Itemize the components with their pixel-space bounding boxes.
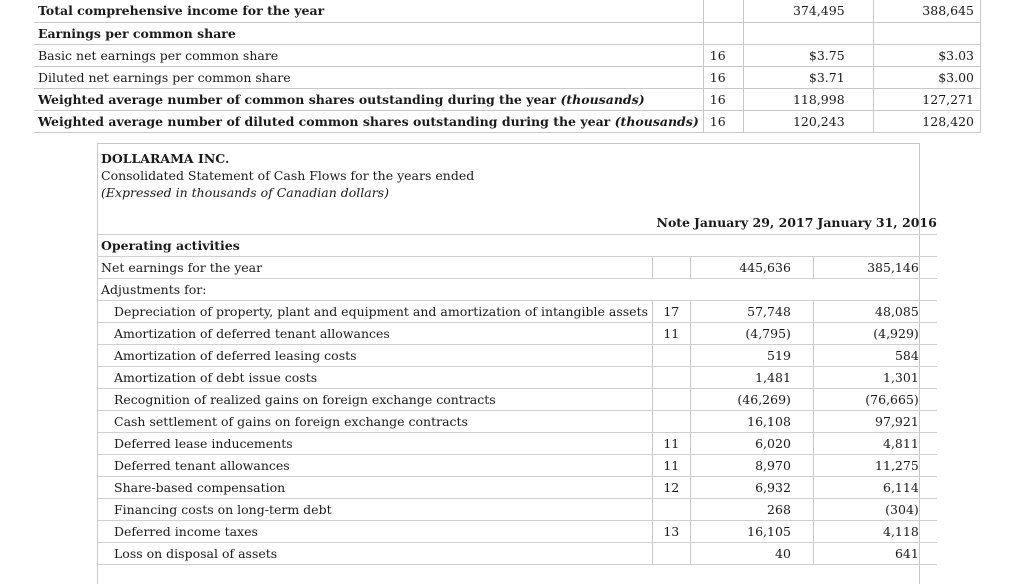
cash-flow-2017: 40 xyxy=(690,543,813,565)
cash-flow-note xyxy=(653,345,691,367)
income-row-label xyxy=(34,110,703,132)
cash-flow-2017: 6,932 xyxy=(690,477,813,499)
cash-flow-2017: 445,636 xyxy=(690,257,813,279)
cash-flow-note xyxy=(653,411,691,433)
cash-flow-header-row xyxy=(97,210,937,235)
cash-flow-2017 xyxy=(690,235,813,257)
header-col2: January 31, 2016 xyxy=(813,210,936,235)
income-row-label xyxy=(34,44,703,66)
cash-flow-2017: 8,970 xyxy=(690,455,813,477)
income-row-note: 16 xyxy=(703,66,744,88)
cash-flow-row xyxy=(97,477,937,499)
cash-flow-row xyxy=(97,389,937,411)
cash-flow-note: 11 xyxy=(653,323,691,345)
cash-flow-2016: 11,275 xyxy=(813,455,936,477)
cash-flow-note xyxy=(653,543,691,565)
cash-flow-row xyxy=(97,433,937,455)
cash-flow-row xyxy=(97,345,937,367)
cash-flow-note xyxy=(653,499,691,521)
cash-flow-label: Financing costs on long-term debt xyxy=(97,499,653,521)
statement-title: Consolidated Statement of Cash Flows for the years ended xyxy=(101,168,475,183)
cash-flow-row xyxy=(97,521,937,543)
cash-flow-2016: 4,118 xyxy=(813,521,936,543)
income-row xyxy=(34,0,981,22)
cash-flow-2017: 268 xyxy=(690,499,813,521)
cash-flow-label: Net earnings for the year xyxy=(97,257,653,279)
cash-flow-2016: 48,085 xyxy=(813,301,936,323)
income-row-label xyxy=(34,0,703,22)
cash-flow-2016 xyxy=(813,279,936,301)
cash-flow-label: Share-based compensation xyxy=(97,477,653,499)
income-row-2016: $3.00 xyxy=(873,66,980,88)
cash-flow-label: Operating activities xyxy=(97,235,653,257)
income-label-suffix: (thousands) xyxy=(614,113,699,129)
cash-flow-2016 xyxy=(813,235,936,257)
cash-flow-2017: (4,795) xyxy=(690,323,813,345)
income-row-2016: 128,420 xyxy=(873,110,980,132)
income-row-2017 xyxy=(744,22,873,44)
income-label-text: Earnings per common share xyxy=(38,25,236,41)
income-row-2017: $3.71 xyxy=(744,66,873,88)
cash-flow-2016: (304) xyxy=(813,499,936,521)
income-summary-table xyxy=(34,0,981,133)
cash-flow-2016: 584 xyxy=(813,345,936,367)
cash-flow-note: 17 xyxy=(653,301,691,323)
cash-flow-2017: 16,108 xyxy=(690,411,813,433)
income-label-text: Weighted average number of diluted common shares outstanding during the year xyxy=(38,113,611,129)
header-col1: January 29, 2017 xyxy=(690,210,813,235)
cash-flow-2016: 6,114 xyxy=(813,477,936,499)
cash-flow-label: Amortization of deferred leasing costs xyxy=(97,345,653,367)
cash-flow-label: Deferred income taxes xyxy=(97,521,653,543)
cash-flow-heading xyxy=(101,150,474,201)
cash-flow-2016: (76,665) xyxy=(813,389,936,411)
cash-flow-row xyxy=(97,367,937,389)
income-row-2016: 388,645 xyxy=(873,0,980,22)
cash-flow-note xyxy=(653,389,691,411)
income-row-label xyxy=(34,66,703,88)
income-row-2017: 118,998 xyxy=(744,88,873,110)
cash-flow-2016: 1,301 xyxy=(813,367,936,389)
income-label-text: Weighted average number of common shares outstanding during the year xyxy=(38,91,557,107)
cash-flow-2016: 385,146 xyxy=(813,257,936,279)
cash-flow-2016: 641 xyxy=(813,543,936,565)
cash-flow-row xyxy=(97,499,937,521)
cash-flow-row xyxy=(97,323,937,345)
cash-flow-note xyxy=(653,235,691,257)
cash-flow-note: 12 xyxy=(653,477,691,499)
income-row-2016 xyxy=(873,22,980,44)
cash-flow-note xyxy=(653,367,691,389)
cash-flow-2017: 6,020 xyxy=(690,433,813,455)
income-row-note: 16 xyxy=(703,110,744,132)
income-row-2017: $3.75 xyxy=(744,44,873,66)
income-row-2017: 374,495 xyxy=(744,0,873,22)
cash-flow-2017: 57,748 xyxy=(690,301,813,323)
cash-flow-note: 13 xyxy=(653,521,691,543)
income-row-2017: 120,243 xyxy=(744,110,873,132)
cash-flow-label: Adjustments for: xyxy=(97,279,653,301)
income-row-note: 16 xyxy=(703,88,744,110)
cash-flow-label: Recognition of realized gains on foreign exchange contracts xyxy=(97,389,653,411)
cash-flow-2017: 16,105 xyxy=(690,521,813,543)
cash-flow-label: Depreciation of property, plant and equipment and amortization of intangible assets xyxy=(97,301,653,323)
cash-flow-2016: 4,811 xyxy=(813,433,936,455)
income-row-label xyxy=(34,22,703,44)
company-name: DOLLARAMA INC. xyxy=(101,151,230,166)
income-row-note: 16 xyxy=(703,44,744,66)
cash-flow-note: 11 xyxy=(653,433,691,455)
cash-flow-row xyxy=(97,543,937,565)
income-row-label xyxy=(34,88,703,110)
cash-flow-row xyxy=(97,301,937,323)
income-label-text: Basic net earnings per common share xyxy=(38,47,279,63)
cash-flow-row xyxy=(97,411,937,433)
cash-flow-2017: 519 xyxy=(690,345,813,367)
cash-flow-2016: (4,929) xyxy=(813,323,936,345)
cash-flow-label: Loss on disposal of assets xyxy=(97,543,653,565)
income-label-text: Diluted net earnings per common share xyxy=(38,69,291,85)
cash-flow-row xyxy=(97,455,937,477)
cash-flow-2017 xyxy=(690,279,813,301)
cash-flow-row xyxy=(97,235,937,257)
cash-flow-label: Amortization of debt issue costs xyxy=(97,367,653,389)
income-row-2016: $3.03 xyxy=(873,44,980,66)
cash-flow-note xyxy=(653,279,691,301)
income-label-suffix: (thousands) xyxy=(560,91,645,107)
cash-flow-2017: (46,269) xyxy=(690,389,813,411)
income-row xyxy=(34,110,981,132)
cash-flow-row xyxy=(97,257,937,279)
income-row xyxy=(34,44,981,66)
income-row-2016: 127,271 xyxy=(873,88,980,110)
income-row xyxy=(34,66,981,88)
currency-note: (Expressed in thousands of Canadian dollars) xyxy=(101,185,389,200)
cash-flow-row xyxy=(97,279,937,301)
cash-flow-label: Deferred lease inducements xyxy=(97,433,653,455)
income-row-note xyxy=(703,0,744,22)
income-row xyxy=(34,88,981,110)
cash-flow-note xyxy=(653,257,691,279)
cash-flow-label: Cash settlement of gains on foreign exchange contracts xyxy=(97,411,653,433)
header-blank xyxy=(97,210,653,235)
cash-flow-table xyxy=(97,210,937,565)
cash-flow-2017: 1,481 xyxy=(690,367,813,389)
cash-flow-label: Deferred tenant allowances xyxy=(97,455,653,477)
income-row xyxy=(34,22,981,44)
income-row-note xyxy=(703,22,744,44)
cash-flow-note: 11 xyxy=(653,455,691,477)
header-note: Note xyxy=(653,210,691,235)
cash-flow-2016: 97,921 xyxy=(813,411,936,433)
cash-flow-label: Amortization of deferred tenant allowances xyxy=(97,323,653,345)
income-label-text: Total comprehensive income for the year xyxy=(38,3,325,19)
